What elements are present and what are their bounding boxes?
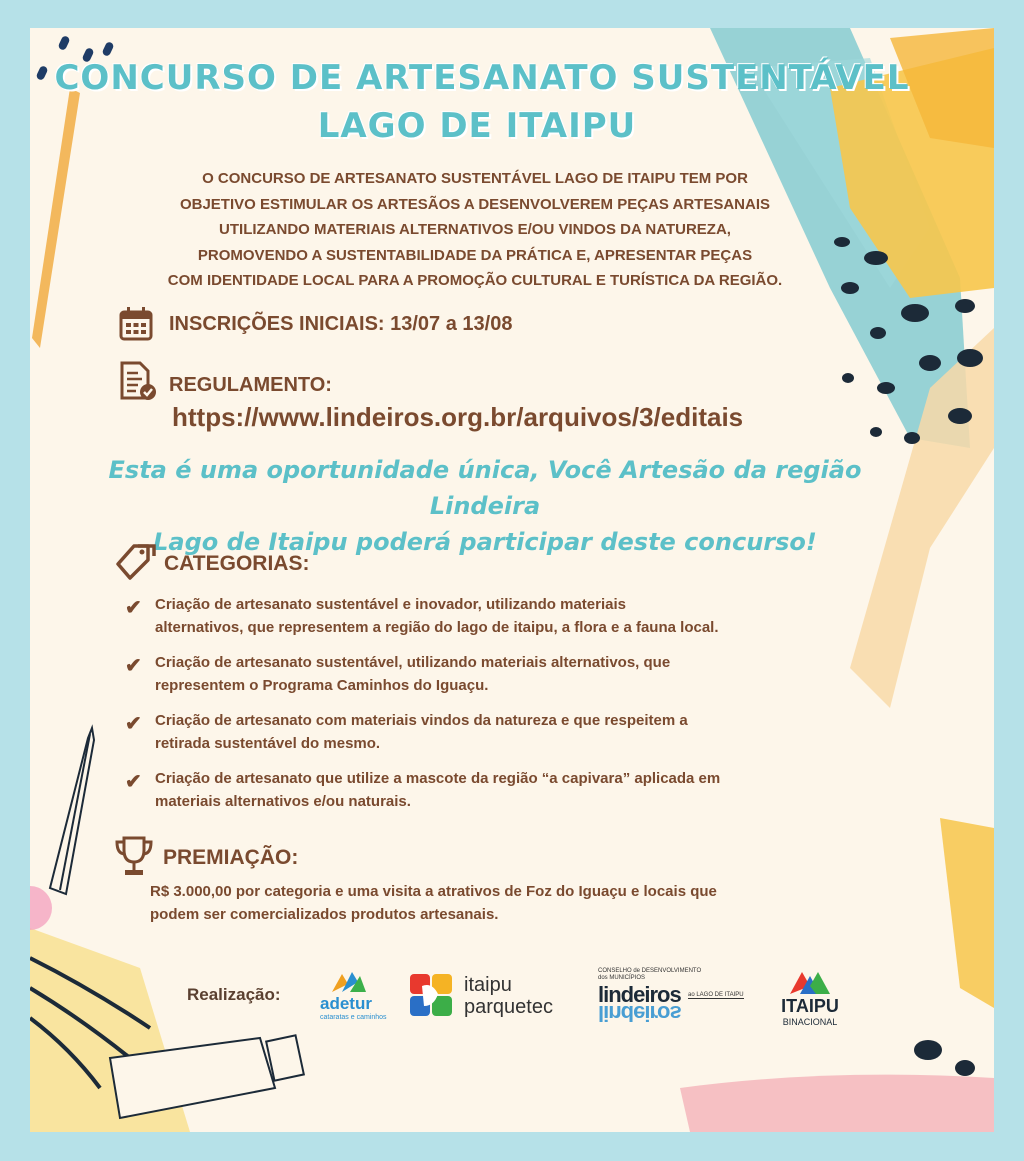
itaipu-sub: BINACIONAL bbox=[782, 1017, 838, 1027]
check-icon: ✔ bbox=[125, 713, 142, 735]
category-line: Criação de artesanato com materiais vindos da natureza e que respeitem a bbox=[155, 712, 688, 729]
category-line: alternativos, que representem a região do lago de itaipu, a flora e a fauna local. bbox=[155, 619, 719, 636]
regulamento-url[interactable]: https://www.lindeiros.org.br/arquivos/3/editais bbox=[172, 402, 744, 432]
lindeiros-name: lindeiros bbox=[598, 982, 681, 1007]
category-line: Criação de artesanato sustentável, utilizando materiais alternativos, que bbox=[155, 654, 671, 671]
premiacao-label: PREMIAÇÃO: bbox=[163, 846, 299, 869]
category-line: retirada sustentável do mesmo. bbox=[155, 735, 381, 752]
category-line: materiais alternativos e/ou naturais. bbox=[155, 793, 411, 810]
lindeiros-reflection: lindeiros bbox=[598, 1001, 681, 1026]
parquetec-mark-icon bbox=[408, 972, 456, 1020]
premiacao-line: R$ 3.000,00 por categoria e uma visita a atrativos de Foz do Iguaçu e locais que bbox=[150, 883, 717, 900]
opportunity-line: Esta é uma oportunidade única, Você Artesão da região Lindeira bbox=[108, 456, 862, 520]
tags-icon bbox=[114, 542, 158, 582]
opportunity-line: Lago de Itaipu poderá participar deste concurso! bbox=[153, 528, 817, 556]
category-line: Criação de artesanato que utilize a mascote da região “a capivara” aplicada em bbox=[155, 770, 721, 787]
parquetec-line1: itaipu bbox=[464, 974, 512, 996]
poster bbox=[30, 28, 994, 1132]
premiacao-text bbox=[150, 880, 850, 926]
intro-line: OBJETIVO ESTIMULAR OS ARTESÃOS A DESENVOLVEREM PEÇAS ARTESANAIS bbox=[179, 195, 771, 213]
check-icon: ✔ bbox=[125, 771, 142, 793]
parquetec-line2: parquetec bbox=[464, 996, 553, 1018]
adetur-logo bbox=[320, 968, 387, 1028]
intro-line: COM IDENTIDADE LOCAL PARA A PROMOÇÃO CULTURAL E TURÍSTICA DA REGIÃO. bbox=[167, 272, 783, 289]
adetur-name: adetur bbox=[320, 994, 372, 1013]
lindeiros-suffix: ao LAGO DE ITAIPU bbox=[688, 992, 744, 998]
premiacao-line: podem ser comercializados produtos artesanais. bbox=[150, 906, 499, 923]
regulamento-label: REGULAMENTO: bbox=[169, 374, 332, 396]
trophy-icon bbox=[114, 834, 154, 878]
parquetec-logo bbox=[408, 972, 568, 1022]
adetur-mark-icon bbox=[328, 968, 368, 994]
categorias-label: CATEGORIAS: bbox=[164, 552, 310, 575]
calendar-icon bbox=[118, 306, 154, 342]
intro-line: O CONCURSO DE ARTESANATO SUSTENTÁVEL LAGO DE ITAIPU TEM POR bbox=[202, 170, 748, 187]
intro-paragraph bbox=[80, 166, 870, 294]
intro-line: UTILIZANDO MATERIAIS ALTERNATIVOS E/OU VINDOS DA NATUREZA, bbox=[219, 221, 731, 238]
itaipu-mark-icon bbox=[788, 968, 832, 996]
itaipu-binacional-logo bbox=[768, 968, 852, 1030]
category-line: representem o Programa Caminhos do Iguaçu. bbox=[155, 677, 489, 694]
category-line: Criação de artesanato sustentável e inovador, utilizando materiais bbox=[155, 596, 626, 613]
title-line-2: LAGO DE ITAIPU bbox=[317, 106, 637, 146]
intro-line: PROMOVENDO A SUSTENTABILIDADE DA PRÁTICA E, APRESENTAR PEÇAS bbox=[197, 246, 753, 264]
lindeiros-logo bbox=[598, 968, 748, 1028]
inscricoes-label: INSCRIÇÕES INICIAIS: 13/07 a 13/08 bbox=[169, 313, 513, 335]
adetur-sub: cataratas e caminhos bbox=[320, 1014, 387, 1021]
document-check-icon bbox=[118, 360, 158, 402]
opportunity-message bbox=[70, 452, 900, 560]
title-line-1: CONCURSO DE ARTESANATO SUSTENTÁVEL bbox=[54, 58, 910, 98]
lindeiros-top: CONSELHO de DESENVOLVIMENTO dos MUNICÍPIOS bbox=[598, 968, 702, 981]
realizacao-label: Realização: bbox=[187, 985, 281, 1004]
check-icon: ✔ bbox=[125, 655, 142, 677]
check-icon: ✔ bbox=[125, 597, 142, 619]
itaipu-name: ITAIPU bbox=[781, 996, 839, 1016]
